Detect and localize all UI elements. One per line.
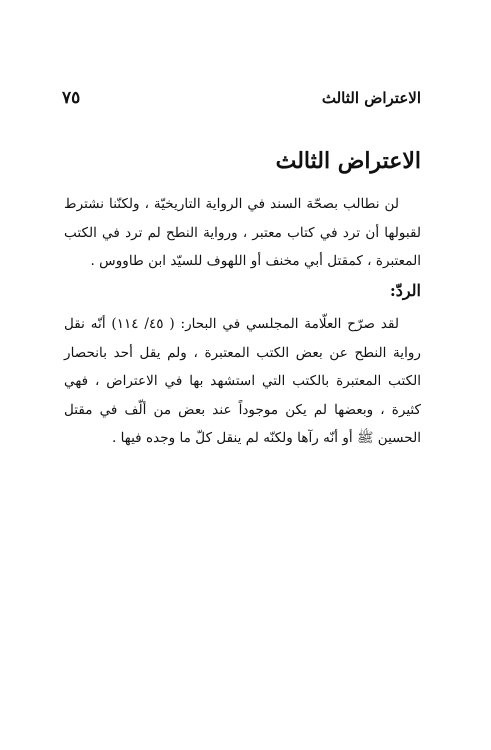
running-header bbox=[62, 86, 421, 110]
objection-paragraph bbox=[64, 190, 421, 276]
section-title: الاعتراض الثالث bbox=[275, 148, 421, 174]
objection-text: لن نطالب بصحّة السند في الرواية التاريخيّة ، ولكنّنا نشترط لقبولها أن ترد في كتاب معتبر ، ورواية النطح لم ترد في الكتب المعتبرة ، كمقتل أبي مخنف أو اللهوف للسيّد ابن طاووس . bbox=[64, 196, 421, 269]
page-number: ٧٥ bbox=[62, 88, 81, 108]
reply-heading: الردّ: bbox=[389, 281, 421, 300]
reply-text: لقد صرّح العلّامة المجلسي في البحار: ( ٤٥/ ١١٤) أنّه نقل رواية النطح عن بعض الكتب المعتبرة ، ولم يقل أحد بانحصار الكتب المعتبرة بالكتب التي استشهد بها في الاعتراض ، فهي كثيرة ، وبعضها لم يكن موجوداً عند بعض من ألّف في مقتل الحسين ﷺ أو أنّه رآها ولكنّه لم ينقل كلّ ما وجده فيها . bbox=[64, 316, 421, 446]
reply-paragraph bbox=[64, 310, 421, 453]
header-title: الاعتراض الثالث bbox=[321, 89, 421, 107]
